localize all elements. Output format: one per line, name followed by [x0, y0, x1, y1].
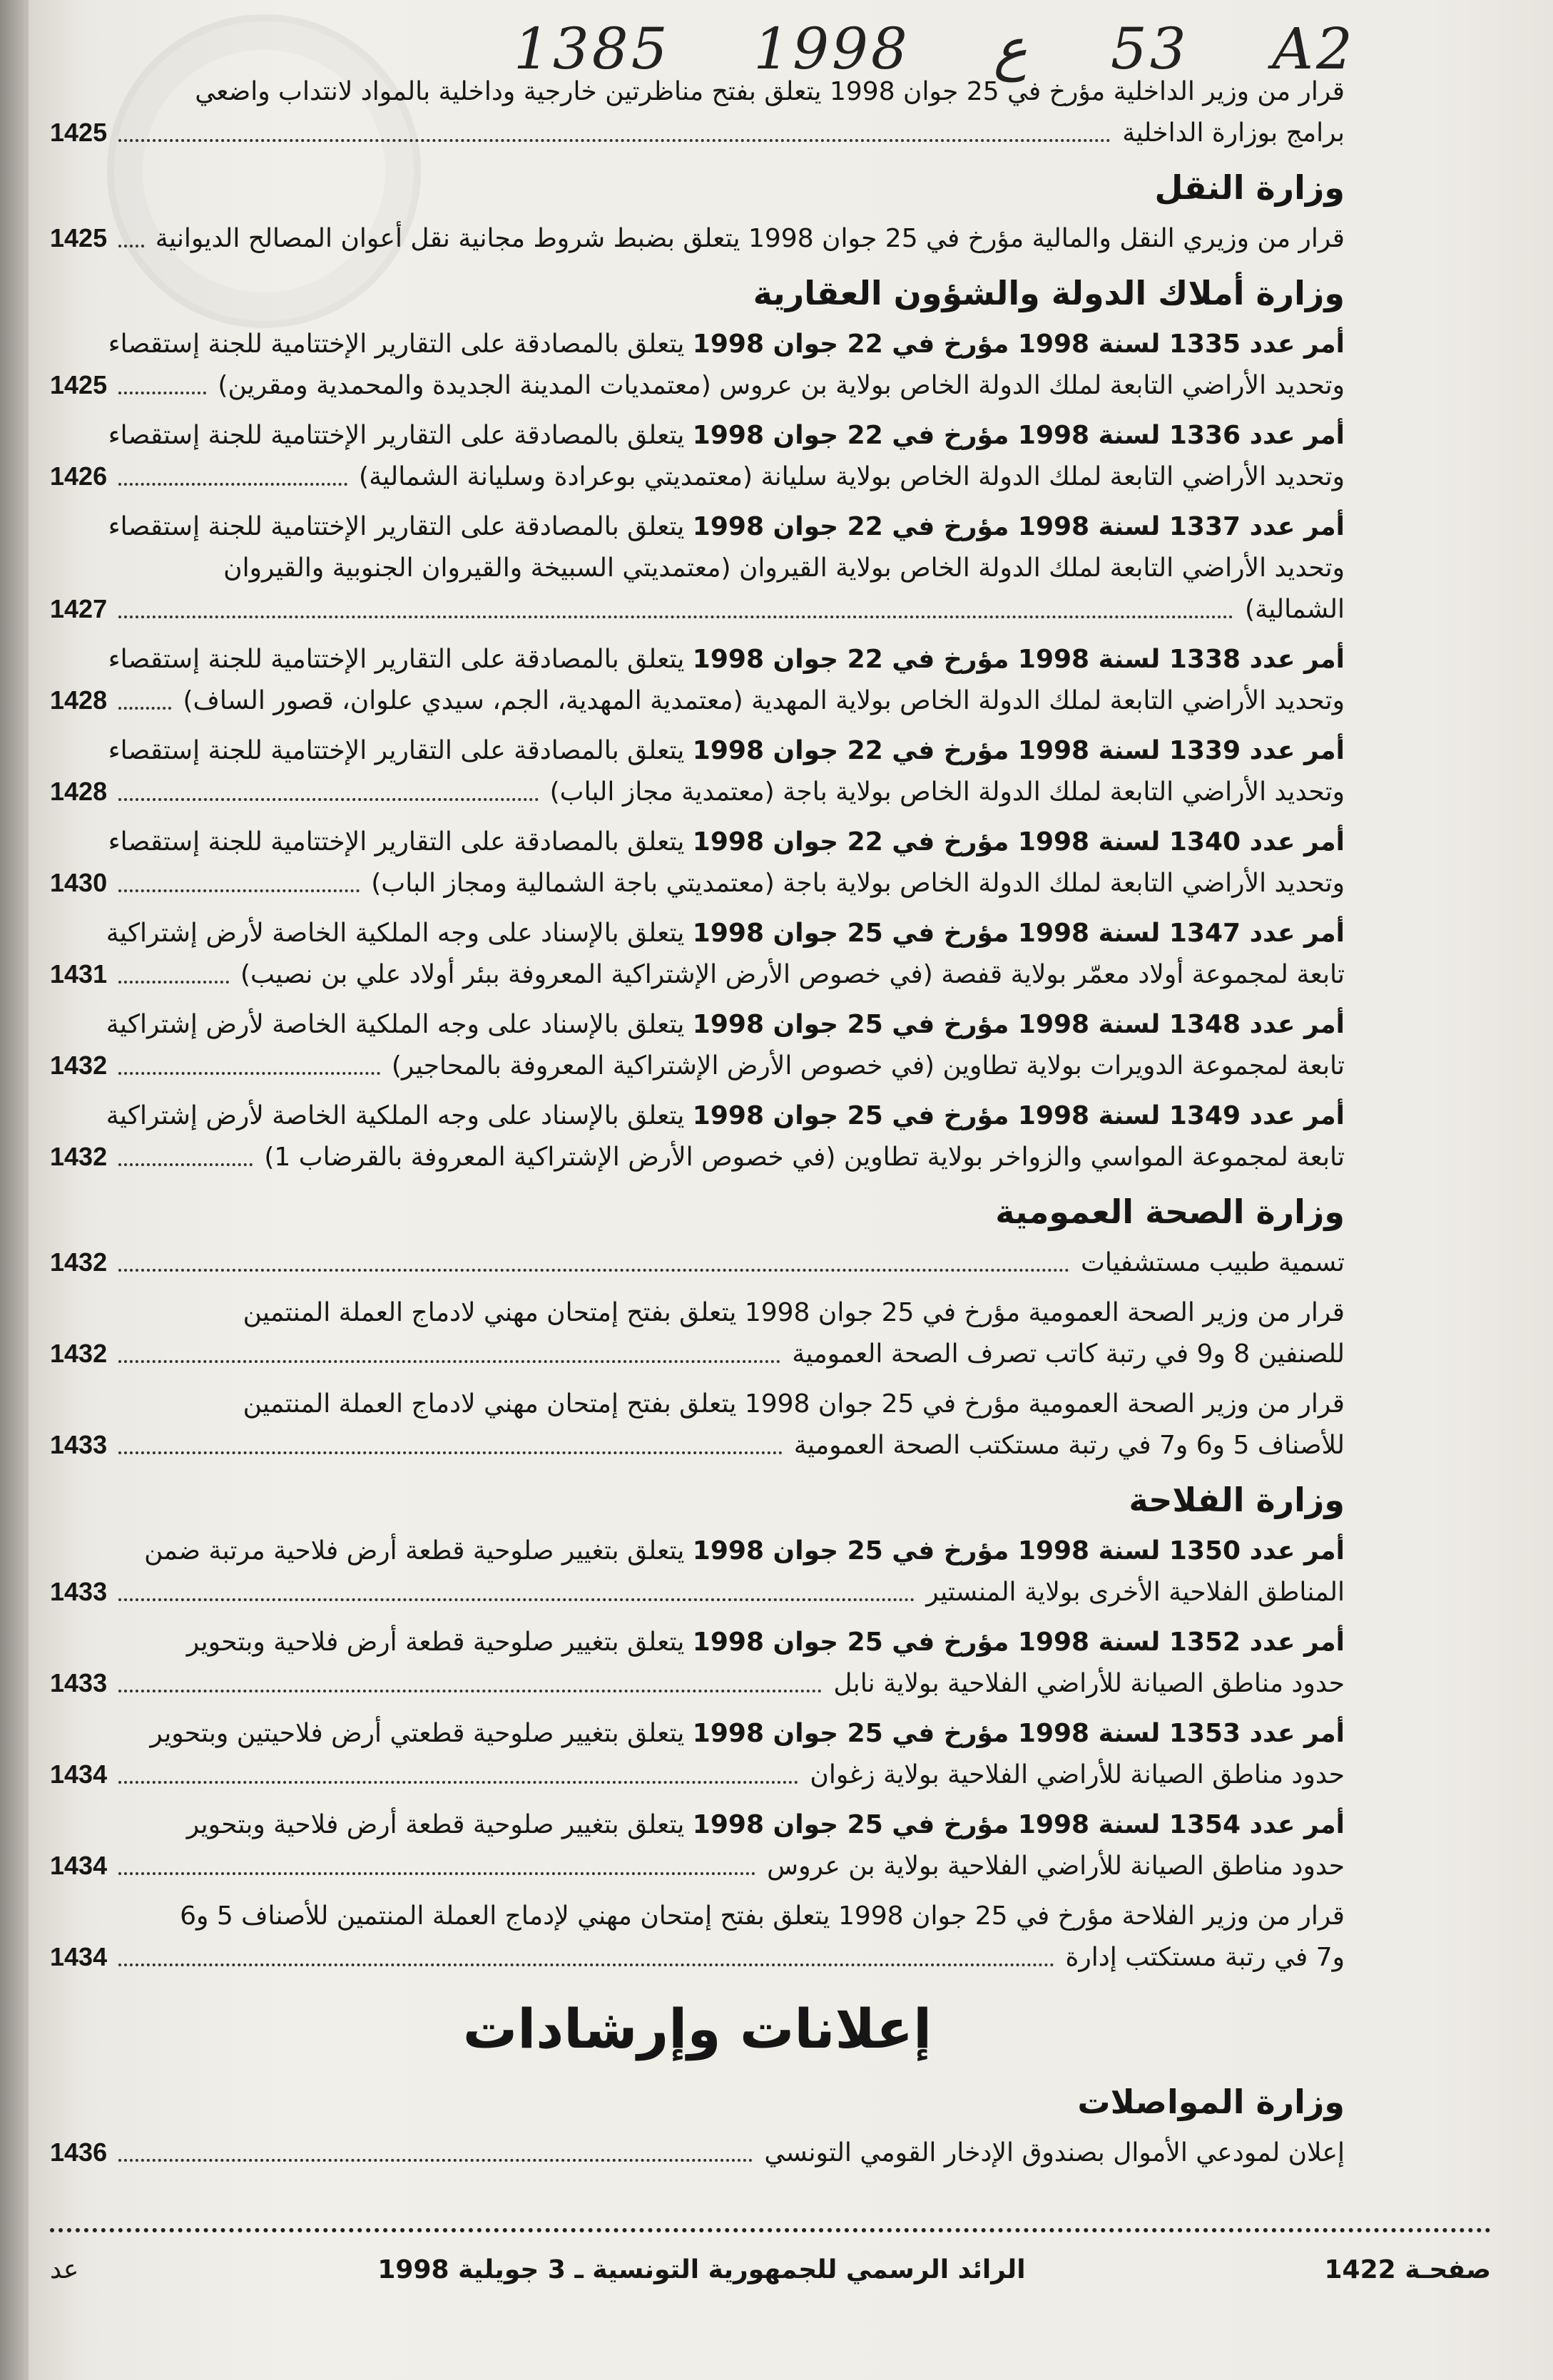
entry-final-text: وتحديد الأراضي التابعة لملك الدولة الخاص بولاية باجة (معتمديتي باجة الشمالية ومجاز الباب)	[371, 869, 1345, 898]
entry-decree-heading: أمر عدد 1337 لسنة 1998 مؤرخ في 22 جوان 1998	[692, 512, 1345, 541]
entry-last-line	[50, 1334, 1345, 1375]
entry-decree-heading: أمر عدد 1350 لسنة 1998 مؤرخ في 25 جوان 1998	[692, 1536, 1345, 1566]
entry-text: يتعلق بالإسناد على وجه الملكية الخاصة لأرض إشتراكية	[106, 1010, 685, 1039]
dot-leader	[118, 245, 144, 247]
entry-text: وتحديد الأراضي التابعة لملك الدولة الخاص بولاية القيروان (معتمديتي السبيخة والقيروان الجنوبية والقيروان	[223, 553, 1345, 583]
dot-leader	[118, 392, 206, 394]
entry-line	[50, 1804, 1345, 1846]
dot-leader	[118, 1269, 1069, 1272]
announcements-heading: إعلانات وإرشادات	[462, 1997, 932, 2060]
entry-text: يتعلق بالإسناد على وجه الملكية الخاصة لأرض إشتراكية	[106, 1101, 685, 1130]
entry-text	[1245, 589, 1345, 630]
entry-text: يتعلق بتغيير صلوحية قطعة أرض فلاحية وبتحوير	[186, 1810, 685, 1839]
entry-decree-heading: أمر عدد 1349 لسنة 1998 مؤرخ في 25 جوان 1998	[692, 1101, 1345, 1130]
toc-entry	[50, 506, 1345, 630]
entry-text	[371, 863, 1345, 904]
dot-leader	[118, 483, 347, 486]
entry-final-text: تابعة لمجموعة المواسي والزواخر بولاية تطاوين (في خصوص الأرض الإشتراكية المعروفة بالقرضاب 1)	[264, 1143, 1345, 1172]
entry-text: يتعلق بالمصادقة على التقارير الإختتامية للجنة إستقصاء	[108, 421, 685, 450]
entry-last-line	[50, 772, 1345, 813]
entry-text	[1081, 1242, 1345, 1284]
entry-line	[50, 415, 1345, 456]
entry-text	[392, 1046, 1345, 1087]
dot-leader	[118, 1163, 253, 1166]
entry-last-line	[50, 1046, 1345, 1087]
entry-page-number: 1427	[50, 594, 108, 623]
entry-line	[50, 730, 1345, 772]
entry-text	[183, 680, 1345, 722]
entry-text	[792, 1334, 1345, 1375]
entry-final-text: المناطق الفلاحية الأخرى بولاية المنستير	[926, 1578, 1345, 1607]
dot-leader	[118, 1072, 380, 1075]
entry-page-number: 1425	[50, 223, 108, 252]
entry-text: قرار من وزير الداخلية مؤرخ في 25 جوان 1998 يتعلق بفتح مناظرتين خارجية وداخلية بالمواد لانتداب واضعي	[195, 77, 1345, 106]
entry-final-text: حدود مناطق الصيانة للأراضي الفلاحية بولاية بن عروس	[767, 1852, 1345, 1881]
toc-entry	[50, 1804, 1345, 1887]
entry-last-line	[50, 1755, 1345, 1796]
entry-page-number: 1434	[50, 1851, 108, 1880]
entry-final-text: الشمالية)	[1244, 595, 1345, 624]
ministry-heading: وزارة الصحة العمومية	[995, 1192, 1345, 1231]
footer-divider	[50, 2228, 1491, 2232]
entry-line	[50, 639, 1345, 680]
entry-text	[1122, 113, 1345, 154]
binding-shadow	[0, 0, 29, 2380]
entry-final-text: للصنفين 8 و9 في رتبة كاتب تصرف الصحة العمومية	[792, 1339, 1345, 1369]
dot-leader	[118, 1872, 755, 1875]
entry-text	[767, 1846, 1345, 1887]
entry-text	[240, 954, 1345, 996]
toc-entry	[50, 730, 1345, 813]
dot-leader	[118, 1690, 822, 1692]
entry-text	[218, 365, 1345, 407]
entry-page-number: 1432	[50, 1247, 108, 1277]
entry-last-line	[50, 218, 1345, 260]
toc-entry	[50, 822, 1345, 904]
ministry-heading: وزارة النقل	[1154, 168, 1345, 207]
dot-leader	[118, 616, 1233, 618]
toc-entry	[50, 1004, 1345, 1087]
entry-decree-heading: أمر عدد 1336 لسنة 1998 مؤرخ في 22 جوان 1998	[692, 421, 1345, 450]
entry-line	[50, 822, 1345, 863]
entry-text: يتعلق بتغيير صلوحية قطعتي أرض فلاحيتين وبتحوير	[150, 1719, 685, 1748]
table-of-contents	[50, 71, 1345, 2182]
entry-text	[926, 1572, 1345, 1613]
entry-text	[550, 772, 1345, 813]
dot-leader	[118, 707, 171, 710]
entry-line	[50, 1292, 1345, 1334]
entry-line	[50, 1622, 1345, 1663]
toc-entry	[50, 1095, 1345, 1178]
entry-line	[50, 1531, 1345, 1572]
entry-text: يتعلق بالمصادقة على التقارير الإختتامية للجنة إستقصاء	[108, 512, 685, 541]
dot-leader	[118, 1781, 798, 1784]
handwritten-letter: ع	[993, 16, 1028, 82]
page-number: صفحـة 1422	[1324, 2255, 1491, 2284]
entry-page-number: 1428	[50, 685, 108, 715]
entry-last-line	[50, 1937, 1345, 1978]
edge-mark: عد	[50, 2255, 79, 2284]
entry-decree-heading: أمر عدد 1347 لسنة 1998 مؤرخ في 25 جوان 1998	[692, 919, 1345, 948]
entry-final-text: تابعة لمجموعة أولاد معمّر بولاية قفصة (في خصوص الأرض الإشتراكية المعروفة ببئر أولاد علي بن نصيب)	[240, 960, 1345, 989]
entry-line	[50, 1384, 1345, 1425]
entry-text	[264, 1137, 1345, 1178]
entry-final-text: تسمية طبيب مستشفيات	[1080, 1248, 1345, 1277]
handwritten-code: A2	[1272, 16, 1355, 82]
entry-text: يتعلق بالمصادقة على التقارير الإختتامية للجنة إستقصاء	[108, 736, 685, 765]
entry-final-text: برامج بوزارة الداخلية	[1122, 118, 1345, 148]
entry-text: يتعلق بالإسناد على وجه الملكية الخاصة لأرض إشتراكية	[106, 919, 685, 948]
entry-last-line	[50, 863, 1345, 904]
entry-last-line	[50, 1242, 1345, 1284]
entry-final-text: إعلان لمودعي الأموال بصندوق الإدخار القومي التونسي	[764, 2138, 1345, 2167]
handwritten-number: 1385	[514, 16, 671, 82]
entry-line	[50, 1095, 1345, 1137]
entry-text	[359, 456, 1345, 498]
entry-final-text: وتحديد الأراضي التابعة لملك الدولة الخاص بولاية بن عروس (معتمديات المدينة الجديدة والمحمدية ومقرين)	[218, 371, 1345, 400]
entry-last-line	[50, 680, 1345, 722]
entry-last-line	[50, 589, 1345, 630]
entry-last-line	[50, 1663, 1345, 1705]
entry-line	[50, 1713, 1345, 1755]
entry-last-line	[50, 1846, 1345, 1887]
entry-decree-heading: أمر عدد 1352 لسنة 1998 مؤرخ في 25 جوان 1998	[692, 1628, 1345, 1657]
toc-entry	[50, 1292, 1345, 1375]
entry-last-line	[50, 1425, 1345, 1466]
entry-decree-heading: أمر عدد 1338 لسنة 1998 مؤرخ في 22 جوان 1998	[692, 645, 1345, 674]
toc-entry	[50, 1713, 1345, 1796]
entry-last-line	[50, 456, 1345, 498]
entry-decree-heading: أمر عدد 1353 لسنة 1998 مؤرخ في 25 جوان 1998	[692, 1719, 1345, 1748]
entry-text: يتعلق بالمصادقة على التقارير الإختتامية للجنة إستقصاء	[108, 330, 685, 359]
entry-page-number: 1433	[50, 1430, 108, 1459]
entry-text	[810, 1755, 1345, 1796]
entry-line	[50, 71, 1345, 113]
toc-entry	[50, 1242, 1345, 1284]
entry-last-line	[50, 1137, 1345, 1178]
dot-leader	[118, 1598, 915, 1601]
entry-text: يتعلق بالمصادقة على التقارير الإختتامية للجنة إستقصاء	[108, 645, 685, 674]
entry-decree-heading: أمر عدد 1335 لسنة 1998 مؤرخ في 22 جوان 1998	[692, 330, 1345, 359]
entry-text	[156, 218, 1345, 260]
page-footer	[50, 2255, 1491, 2284]
entry-page-number: 1433	[50, 1577, 108, 1606]
ministry-heading: وزارة أملاك الدولة والشؤون العقارية	[753, 274, 1345, 312]
entry-page-number: 1425	[50, 118, 108, 147]
entry-page-number: 1426	[50, 461, 108, 491]
entry-line	[50, 1896, 1345, 1937]
ministry-heading: وزارة الفلاحة	[1129, 1481, 1345, 1519]
entry-final-text: وتحديد الأراضي التابعة لملك الدولة الخاص بولاية باجة (معتمدية مجاز الباب)	[549, 777, 1345, 807]
entry-final-text: وتحديد الأراضي التابعة لملك الدولة الخاص بولاية سليانة (معتمديتي بوعرادة وسليانة الشمالية)	[359, 462, 1345, 491]
entry-page-number: 1428	[50, 777, 108, 806]
entry-line	[50, 1004, 1345, 1046]
entry-page-number: 1432	[50, 1339, 108, 1368]
entry-page-number: 1432	[50, 1142, 108, 1171]
entry-text: يتعلق بتغيير صلوحية قطعة أرض فلاحية مرتبة ضمن	[144, 1536, 685, 1566]
entry-line	[50, 506, 1345, 548]
entry-text: يتعلق بتغيير صلوحية قطعة أرض فلاحية وبتحوير	[186, 1628, 685, 1657]
entry-text	[764, 2133, 1345, 2174]
entry-last-line	[50, 1572, 1345, 1613]
entry-decree-heading: أمر عدد 1348 لسنة 1998 مؤرخ في 25 جوان 1998	[692, 1010, 1345, 1039]
toc-entry	[50, 71, 1345, 154]
toc-entry	[50, 218, 1345, 260]
entry-final-text: قرار من وزيري النقل والمالية مؤرخ في 25 جوان 1998 يتعلق بضبط شروط مجانية نقل أعوان المصالح الديوانية	[155, 224, 1345, 253]
dot-leader	[118, 1451, 783, 1454]
toc-entry	[50, 913, 1345, 996]
entry-final-text: للأصناف 5 و6 و7 في رتبة مستكتب الصحة العمومية	[793, 1431, 1345, 1460]
ministry-heading: وزارة المواصلات	[1077, 2083, 1345, 2121]
dot-leader	[118, 139, 1111, 142]
entry-page-number: 1434	[50, 1760, 108, 1789]
entry-final-text: حدود مناطق الصيانة للأراضي الفلاحية بولاية نابل	[833, 1669, 1345, 1698]
entry-page-number: 1434	[50, 1942, 108, 1971]
entry-page-number: 1425	[50, 370, 108, 399]
dot-leader	[118, 1963, 1054, 1966]
toc-entry	[50, 1384, 1345, 1466]
toc-entry	[50, 1896, 1345, 1978]
entry-last-line	[50, 365, 1345, 407]
entry-page-number: 1431	[50, 959, 108, 989]
entry-final-text: و7 في رتبة مستكتب إدارة	[1065, 1943, 1345, 1972]
entry-text: قرار من وزير الصحة العمومية مؤرخ في 25 جوان 1998 يتعلق بفتح إمتحان مهني لادماج العملة المنتمين	[243, 1298, 1345, 1327]
handwritten-year: 1998	[753, 16, 910, 82]
toc-entry	[50, 1531, 1345, 1613]
entry-text	[833, 1663, 1345, 1705]
entry-line	[50, 324, 1345, 365]
dot-leader	[118, 2159, 753, 2162]
journal-title: الرائد الرسمي للجمهورية التونسية ـ 3 جويلية 1998	[377, 2255, 1026, 2284]
entry-line	[50, 913, 1345, 954]
entry-text	[794, 1425, 1345, 1466]
entry-page-number: 1433	[50, 1668, 108, 1697]
entry-text: قرار من وزير الصحة العمومية مؤرخ في 25 جوان 1998 يتعلق بفتح إمتحان مهني لادماج العملة المنتمين	[243, 1389, 1345, 1419]
toc-entry	[50, 415, 1345, 498]
entry-page-number: 1432	[50, 1051, 108, 1080]
entry-final-text: حدود مناطق الصيانة للأراضي الفلاحية بولاية زغوان	[810, 1760, 1345, 1789]
entry-decree-heading: أمر عدد 1354 لسنة 1998 مؤرخ في 25 جوان 1998	[692, 1810, 1345, 1839]
toc-entry	[50, 2133, 1345, 2174]
handwritten-issue: 53	[1110, 16, 1189, 82]
entry-decree-heading: أمر عدد 1340 لسنة 1998 مؤرخ في 22 جوان 1998	[692, 827, 1345, 857]
toc-entry	[50, 1622, 1345, 1705]
entry-last-line	[50, 113, 1345, 154]
entry-text	[1066, 1937, 1345, 1978]
entry-page-number: 1430	[50, 868, 108, 897]
toc-entry	[50, 324, 1345, 407]
entry-last-line	[50, 954, 1345, 996]
dot-leader	[118, 981, 229, 984]
dot-leader	[118, 889, 360, 892]
entry-last-line	[50, 2133, 1345, 2174]
dot-leader	[118, 1360, 780, 1363]
entry-text: قرار من وزير الفلاحة مؤرخ في 25 جوان 1998 يتعلق بفتح إمتحان مهني لإدماج العملة المنتمين للأصناف 5 و6	[180, 1901, 1345, 1931]
dot-leader	[118, 798, 539, 801]
entry-final-text: وتحديد الأراضي التابعة لملك الدولة الخاص بولاية المهدية (معتمدية المهدية، الجم، سيدي علوان، قصور الساف)	[183, 686, 1345, 715]
entry-final-text: تابعة لمجموعة الدويرات بولاية تطاوين (في خصوص الأرض الإشتراكية المعروفة بالمحاجير)	[391, 1051, 1345, 1081]
entry-line	[50, 548, 1345, 589]
toc-entry	[50, 639, 1345, 722]
entry-text: يتعلق بالمصادقة على التقارير الإختتامية للجنة إستقصاء	[108, 827, 685, 857]
entry-decree-heading: أمر عدد 1339 لسنة 1998 مؤرخ في 22 جوان 1998	[692, 736, 1345, 765]
entry-page-number: 1436	[50, 2138, 108, 2167]
